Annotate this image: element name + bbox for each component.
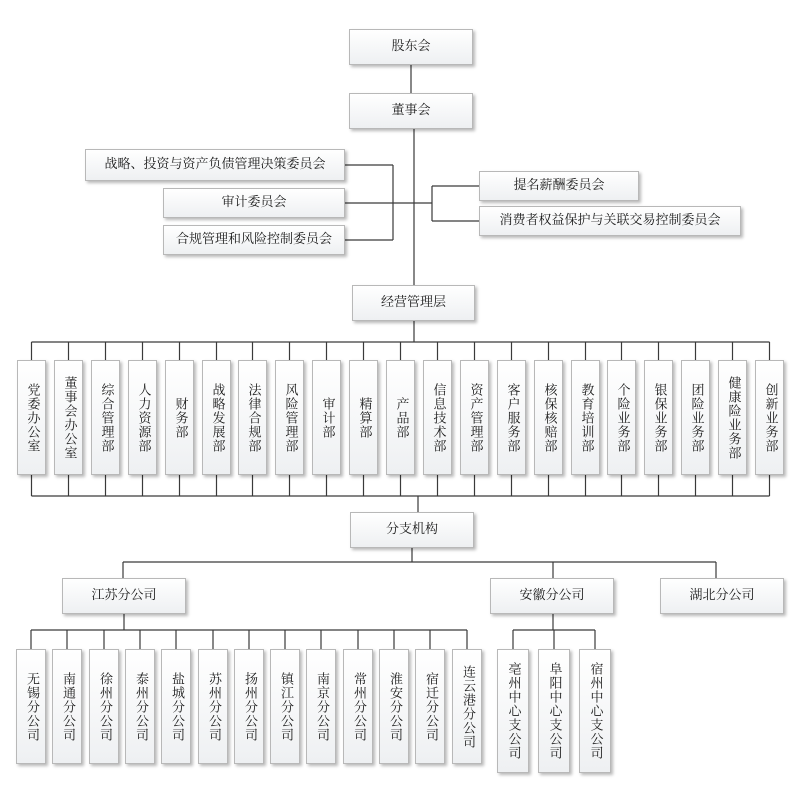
- jiangsu-branch-2: 徐州分公司: [89, 649, 119, 764]
- jiangsu-branch-5: 苏州分公司: [198, 649, 228, 764]
- department-7: 风险管理部: [275, 360, 304, 475]
- branches-node: 分支机构: [350, 512, 474, 548]
- anhui-branch-2: 宿州中心支公司: [579, 649, 611, 773]
- jiangsu-branch-4: 盐城分公司: [161, 649, 191, 764]
- management-node: 经营管理层: [352, 285, 475, 321]
- jiangsu-branch-8: 南京分公司: [306, 649, 336, 764]
- region-jiangsu: 江苏分公司: [62, 578, 186, 614]
- jiangsu-branch-6: 扬州分公司: [234, 649, 264, 764]
- committee-compliance-risk: 合规管理和风险控制委员会: [163, 225, 345, 255]
- shareholders-node: 股东会: [349, 29, 473, 65]
- department-18: 团险业务部: [681, 360, 710, 475]
- department-4: 财务部: [165, 360, 194, 475]
- department-17: 银保业务部: [644, 360, 673, 475]
- board-node: 董事会: [349, 93, 473, 129]
- department-9: 精算部: [349, 360, 378, 475]
- jiangsu-branch-10: 淮安分公司: [379, 649, 409, 764]
- department-0: 党委办公室: [17, 360, 46, 475]
- committee-nomination: 提名薪酬委员会: [479, 171, 639, 201]
- jiangsu-branch-9: 常州分公司: [343, 649, 373, 764]
- jiangsu-branch-12: 连云港分公司: [452, 649, 482, 764]
- department-3: 人力资源部: [128, 360, 157, 475]
- committee-audit: 审计委员会: [163, 188, 345, 218]
- committee-consumer-protection: 消费者权益保护与关联交易控制委员会: [479, 206, 741, 236]
- department-12: 资产管理部: [460, 360, 489, 475]
- department-11: 信息技术部: [423, 360, 452, 475]
- department-5: 战略发展部: [202, 360, 231, 475]
- department-8: 审计部: [312, 360, 341, 475]
- department-6: 法律合规部: [238, 360, 267, 475]
- jiangsu-branch-3: 泰州分公司: [125, 649, 155, 764]
- jiangsu-branch-0: 无锡分公司: [16, 649, 46, 764]
- jiangsu-branch-7: 镇江分公司: [270, 649, 300, 764]
- department-14: 核保核赔部: [534, 360, 563, 475]
- department-19: 健康险业务部: [718, 360, 747, 475]
- department-2: 综合管理部: [91, 360, 120, 475]
- department-16: 个险业务部: [607, 360, 636, 475]
- region-anhui: 安徽分公司: [490, 578, 614, 614]
- department-10: 产品部: [386, 360, 415, 475]
- department-15: 教育培训部: [571, 360, 600, 475]
- department-13: 客户服务部: [497, 360, 526, 475]
- region-hubei: 湖北分公司: [660, 578, 784, 614]
- anhui-branch-0: 亳州中心支公司: [497, 649, 529, 773]
- department-20: 创新业务部: [755, 360, 784, 475]
- anhui-branch-1: 阜阳中心支公司: [538, 649, 570, 773]
- committee-strategy: 战略、投资与资产负债管理决策委员会: [85, 149, 345, 181]
- department-1: 董事会办公室: [54, 360, 83, 475]
- jiangsu-branch-1: 南通分公司: [52, 649, 82, 764]
- jiangsu-branch-11: 宿迁分公司: [415, 649, 445, 764]
